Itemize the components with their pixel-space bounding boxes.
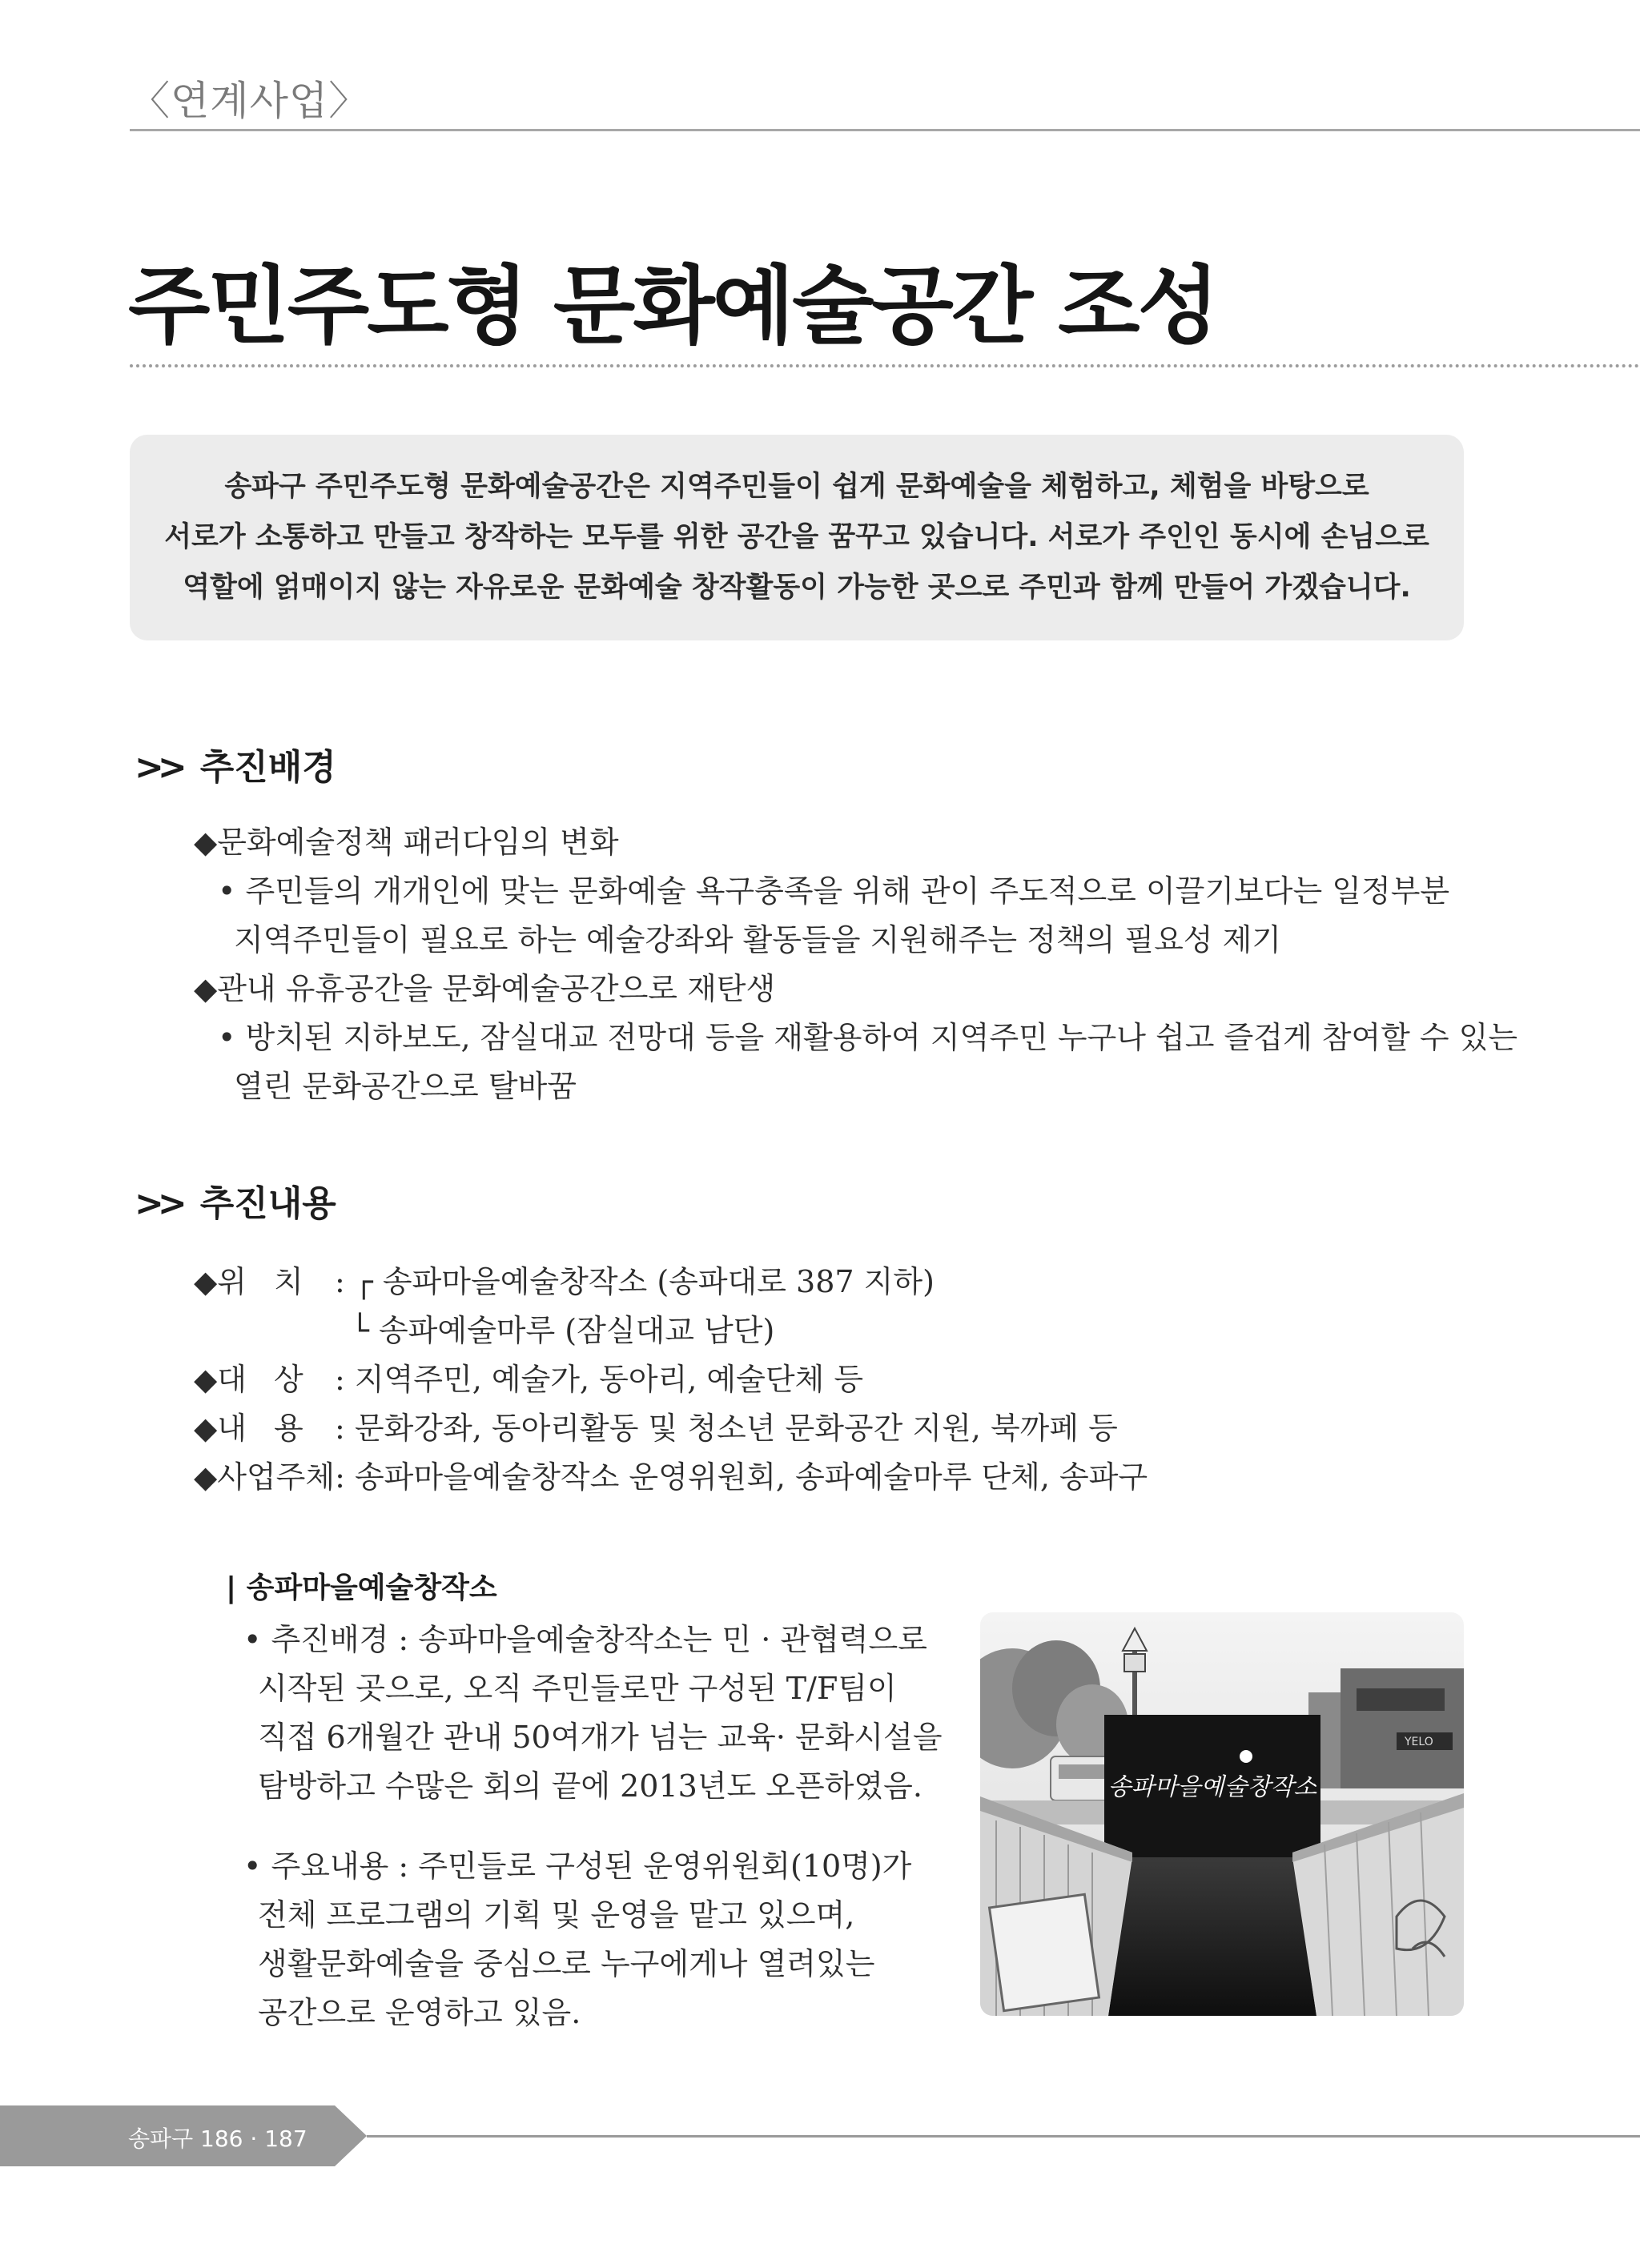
sub-bullet-continuation: 지역주민들이 필요로 하는 예술강좌와 활동들을 지원해주는 정책의 필요성 제기 (234, 922, 1281, 957)
sub-bullet-continuation: 열린 문화공간으로 탈바꿈 (234, 1069, 577, 1104)
bullet-item: ◆관내 유휴공간을 문화예술공간으로 재탄생 (194, 971, 776, 1006)
info-key-a: ◆대 (194, 1362, 247, 1397)
double-chevron-icon: >> (135, 747, 181, 788)
info-value: : 송파마을예술창작소 운영위원회, 송파예술마루 단체, 송파구 (335, 1459, 1148, 1495)
workshop-para1-line: 시작된 곳으로, 오직 주민들로만 구성된 T/F팀이 (258, 1671, 897, 1706)
workshop-para2-line: 공간으로 운영하고 있음. (258, 1995, 581, 2030)
workshop-para2-line: 생활문화예술을 중심으로 누구에게나 열려있는 (258, 1946, 875, 1981)
entrance-sign-text: 송파마을예술창작소 (1107, 1773, 1317, 1801)
workshop-para1-line: • 추진배경 : 송파마을예술창작소는 민 · 관협력으로 (243, 1622, 927, 1657)
info-row-details (194, 1403, 1118, 1447)
intro-line: 서로가 소통하고 만들고 창작하는 모두를 위한 공간을 꿈꾸고 있습니다. 서로가 주인인 동시에 손님으로 (164, 521, 1429, 553)
section-heading-label: 추진배경 (199, 747, 336, 788)
bullet-item: ◆문화예술정책 패러다임의 변화 (194, 825, 619, 860)
info-key: ◆사업주체 (194, 1459, 336, 1495)
workshop-para2-line: 전체 프로그램의 기획 및 운영을 맡고 있으며, (258, 1897, 855, 1933)
info-row-location (194, 1257, 935, 1301)
footer-page-label: 송파구 186 · 187 (128, 2125, 308, 2152)
location-line-1: ┌ 송파마을예술창작소 (송파대로 387 지하) (354, 1264, 935, 1299)
store-sign-text: YELO (1405, 1736, 1433, 1748)
workshop-para1-line: 직접 6개월간 관내 50여개가 넘는 교육· 문화시설을 (258, 1720, 943, 1755)
workshop-para2-line: • 주요내용 : 주민들로 구성된 운영위원회(10명)가 (243, 1849, 912, 1884)
info-key-b: 용 (274, 1411, 303, 1446)
workshop-para1-line: 탐방하고 수많은 회의 끝에 2013년도 오픈하였음. (258, 1768, 922, 1804)
location-line-2: └ 송파예술마루 (잠실대교 남단) (351, 1313, 775, 1348)
footer-rule (367, 2135, 1640, 2138)
info-key-a: ◆위 (194, 1264, 247, 1299)
info-value: : 문화강좌, 동아리활동 및 청소년 문화공간 지원, 북까페 등 (335, 1411, 1118, 1446)
page-title: 주민주도형 문화예술공간 조성 (128, 257, 1217, 355)
title-divider (130, 364, 1640, 367)
info-key-a: ◆내 (194, 1411, 247, 1446)
intro-box (130, 435, 1464, 640)
info-row-target (194, 1355, 863, 1399)
intro-line: 역할에 얽매이지 않는 자유로운 문화예술 창작활동이 가능한 곳으로 주민과 함께 만들어 가겠습니다. (183, 572, 1411, 604)
sub-bullet-item: • 주민들의 개개인에 맞는 문화예술 욕구충족을 위해 관이 주도적으로 이끌기보다는 일정부분 (218, 873, 1450, 909)
info-key-b: 상 (274, 1362, 303, 1397)
section-heading-content (135, 1174, 336, 1226)
intro-line: 송파구 주민주도형 문화예술공간은 지역주민들이 쉽게 문화예술을 체험하고, 체험을 바탕으로 (224, 471, 1369, 503)
sub-bullet-item: • 방치된 지하보도, 잠실대교 전망대 등을 재활용하여 지역주민 누구나 쉽고 즐겁게 참여할 수 있는 (218, 1020, 1518, 1055)
workshop-entrance-photo (980, 1612, 1464, 2016)
info-key-b: 치 (274, 1264, 303, 1299)
section-heading-label: 추진내용 (199, 1183, 336, 1224)
double-chevron-icon: >> (135, 1183, 181, 1224)
workshop-heading: | 송파마을예술창작소 (226, 1572, 497, 1604)
info-value: : 지역주민, 예술가, 동아리, 예술단체 등 (335, 1362, 864, 1397)
info-sep: : (335, 1264, 345, 1299)
info-row-operator (194, 1452, 1148, 1496)
section-heading-background (135, 738, 336, 789)
section-tag: 〈연계사업〉 (130, 78, 370, 124)
header-rule (130, 129, 1640, 131)
